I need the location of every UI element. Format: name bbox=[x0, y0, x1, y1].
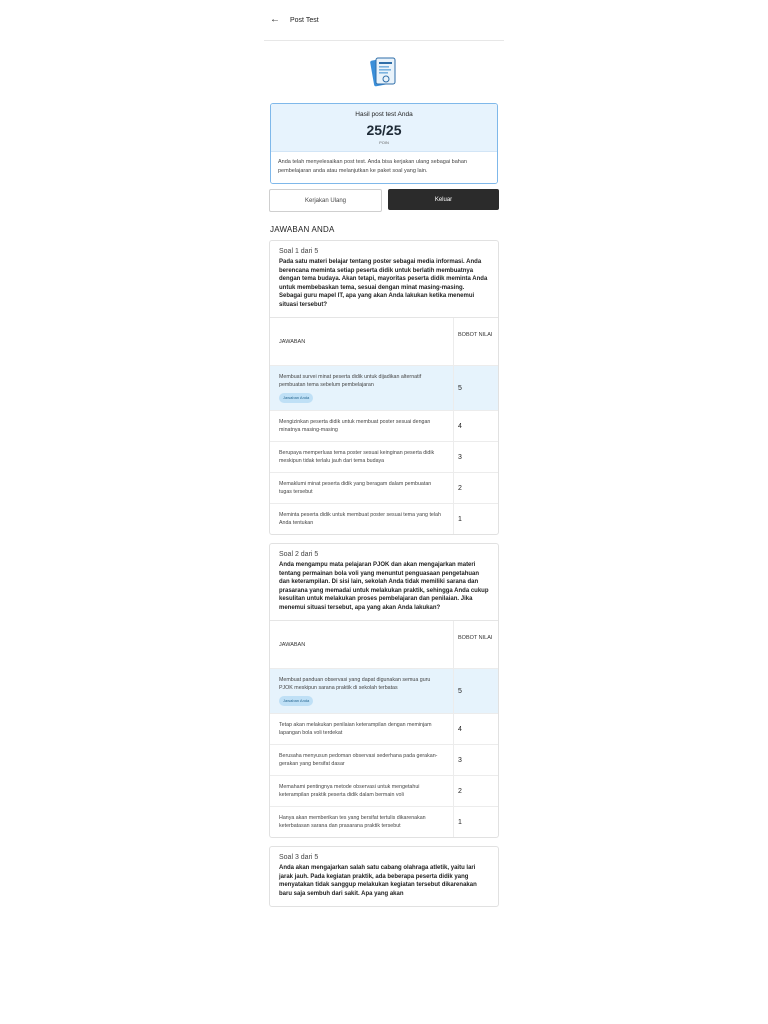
question-card-3 bbox=[269, 846, 499, 907]
question-number: Soal 1 dari 5 bbox=[279, 248, 319, 255]
table-row bbox=[270, 473, 498, 504]
page-title: Post Test bbox=[290, 16, 319, 24]
answer-text: Memaklumi minat peserta didik yang beragam dalam pembuatan tugas tersebut bbox=[270, 473, 454, 503]
table-row bbox=[270, 807, 498, 837]
answer-weight: 5 bbox=[458, 687, 462, 695]
your-answer-badge: Jawaban Anda bbox=[279, 696, 313, 706]
answer-text: Memahami pentingnya metode observasi untuk mengetahui keterampilan praktik peserta didik dalam bermain voli bbox=[270, 776, 454, 806]
question-text: Anda akan mengajarkan salah satu cabang olahraga atletik, yaitu lari jarak jauh. Pada kegiatan praktik, ada beberapa peserta didik yang menyatakan tidak sanggup melakukan kegiatan tersebut dikarenakan baru saja sembuh dari sakit. Apa yang akan bbox=[279, 865, 477, 897]
answer-weight: 1 bbox=[458, 818, 462, 826]
answer-weight: 2 bbox=[458, 484, 462, 492]
answer-text: Berupaya memperluas tema poster sesuai keinginan peserta didik meskipun tidak terlalu jauh dari tema budaya bbox=[270, 442, 454, 472]
answer-table bbox=[270, 620, 498, 837]
answer-weight: 3 bbox=[458, 756, 462, 764]
test-document-icon bbox=[264, 41, 504, 103]
answers-section-title: JAWABAN ANDA bbox=[270, 225, 335, 234]
result-score: 25/25 bbox=[366, 122, 402, 138]
score-unit: POIN bbox=[379, 140, 389, 145]
table-row bbox=[270, 442, 498, 473]
question-card-2 bbox=[269, 543, 499, 838]
answer-text: Berusaha menyusun pedoman observasi sederhana pada gerakan-gerakan yang bersifat dasar bbox=[270, 745, 454, 775]
answer-weight: 1 bbox=[458, 515, 462, 523]
table-row bbox=[270, 776, 498, 807]
answer-text: Membuat panduan observasi yang dapat digunakan semua guru PJOK meskipun sarana praktik di sekolah terbatas bbox=[279, 677, 431, 691]
result-label: Hasil post test Anda bbox=[355, 111, 413, 118]
result-card bbox=[270, 103, 498, 184]
question-text: Pada satu materi belajar tentang poster sebagai media informasi. Anda berencana meminta setiap peserta didik untuk berlatih membuatnya dengan tema budaya. Akan tetapi, mayoritas peserta didik meminta Anda untuk membebaskan tema, sesuai dengan minat masing-masing. Sebagai guru mapel IT, apa yang akan Anda lakukan ketika menemui situasi tersebut? bbox=[279, 259, 488, 308]
question-card-1 bbox=[269, 240, 499, 535]
weight-column-header: BOBOT NILAI bbox=[458, 634, 493, 641]
top-bar bbox=[264, 0, 504, 41]
weight-column-header: BOBOT NILAI bbox=[458, 331, 493, 338]
table-row bbox=[270, 669, 498, 714]
answer-weight: 2 bbox=[458, 787, 462, 795]
answer-weight: 3 bbox=[458, 453, 462, 461]
answer-text: Mengizinkan peserta didik untuk membuat poster sesuai dengan minatnya masing-masing bbox=[270, 411, 454, 441]
table-row bbox=[270, 504, 498, 534]
table-row bbox=[270, 411, 498, 442]
exit-button[interactable]: Keluar bbox=[388, 189, 499, 210]
your-answer-badge: Jawaban Anda bbox=[279, 393, 313, 403]
answer-weight: 4 bbox=[458, 725, 462, 733]
table-row bbox=[270, 745, 498, 776]
table-header-row bbox=[270, 318, 498, 366]
question-number: Soal 3 dari 5 bbox=[279, 854, 319, 861]
answer-text: Tetap akan melakukan penilaian keterampilan dengan meminjam lapangan bola voli terdekat bbox=[270, 714, 454, 744]
table-row bbox=[270, 714, 498, 745]
answer-column-header: JAWABAN bbox=[270, 318, 454, 365]
table-header-row bbox=[270, 621, 498, 669]
answer-weight: 4 bbox=[458, 422, 462, 430]
answer-text: Meminta peserta didik untuk membuat poster sesuai tema yang telah Anda tentukan bbox=[270, 504, 454, 534]
page-column bbox=[264, 0, 504, 915]
answer-table bbox=[270, 317, 498, 534]
question-text: Anda mengampu mata pelajaran PJOK dan akan mengajarkan materi tentang permainan bola voli yang menuntut penguasaan pengetahuan dan keterampilan. Di sisi lain, sekolah Anda tidak memiliki sarana dan prasarana yang memadai untuk melakukan praktik, sehingga Anda cukup kesulitan untuk melakukan proses pembelajaran dan penilaian. Jika menemui situasi tersebut, apa yang akan Anda lakukan? bbox=[279, 562, 489, 611]
answer-weight: 5 bbox=[458, 384, 462, 392]
table-row bbox=[270, 366, 498, 411]
question-number: Soal 2 dari 5 bbox=[279, 551, 319, 558]
answer-text: Hanya akan memberikan tes yang bersifat tertulis dikarenakan keterbatasan sarana dan prasarana praktik tersebut bbox=[270, 807, 454, 837]
retry-button[interactable]: Kerjakan Ulang bbox=[269, 189, 382, 212]
result-message: Anda telah menyelesaikan post test. Anda bisa kerjakan ulang sebagai bahan pembelajaran anda atau melanjutkan ke paket soal yang lain. bbox=[271, 152, 497, 183]
answer-column-header: JAWABAN bbox=[270, 621, 454, 668]
answer-text: Membuat survei minat peserta didik untuk dijadikan alternatif pembuatan tema sebelum pembelajaran bbox=[279, 374, 422, 388]
arrow-left-icon[interactable]: ← bbox=[270, 14, 280, 25]
